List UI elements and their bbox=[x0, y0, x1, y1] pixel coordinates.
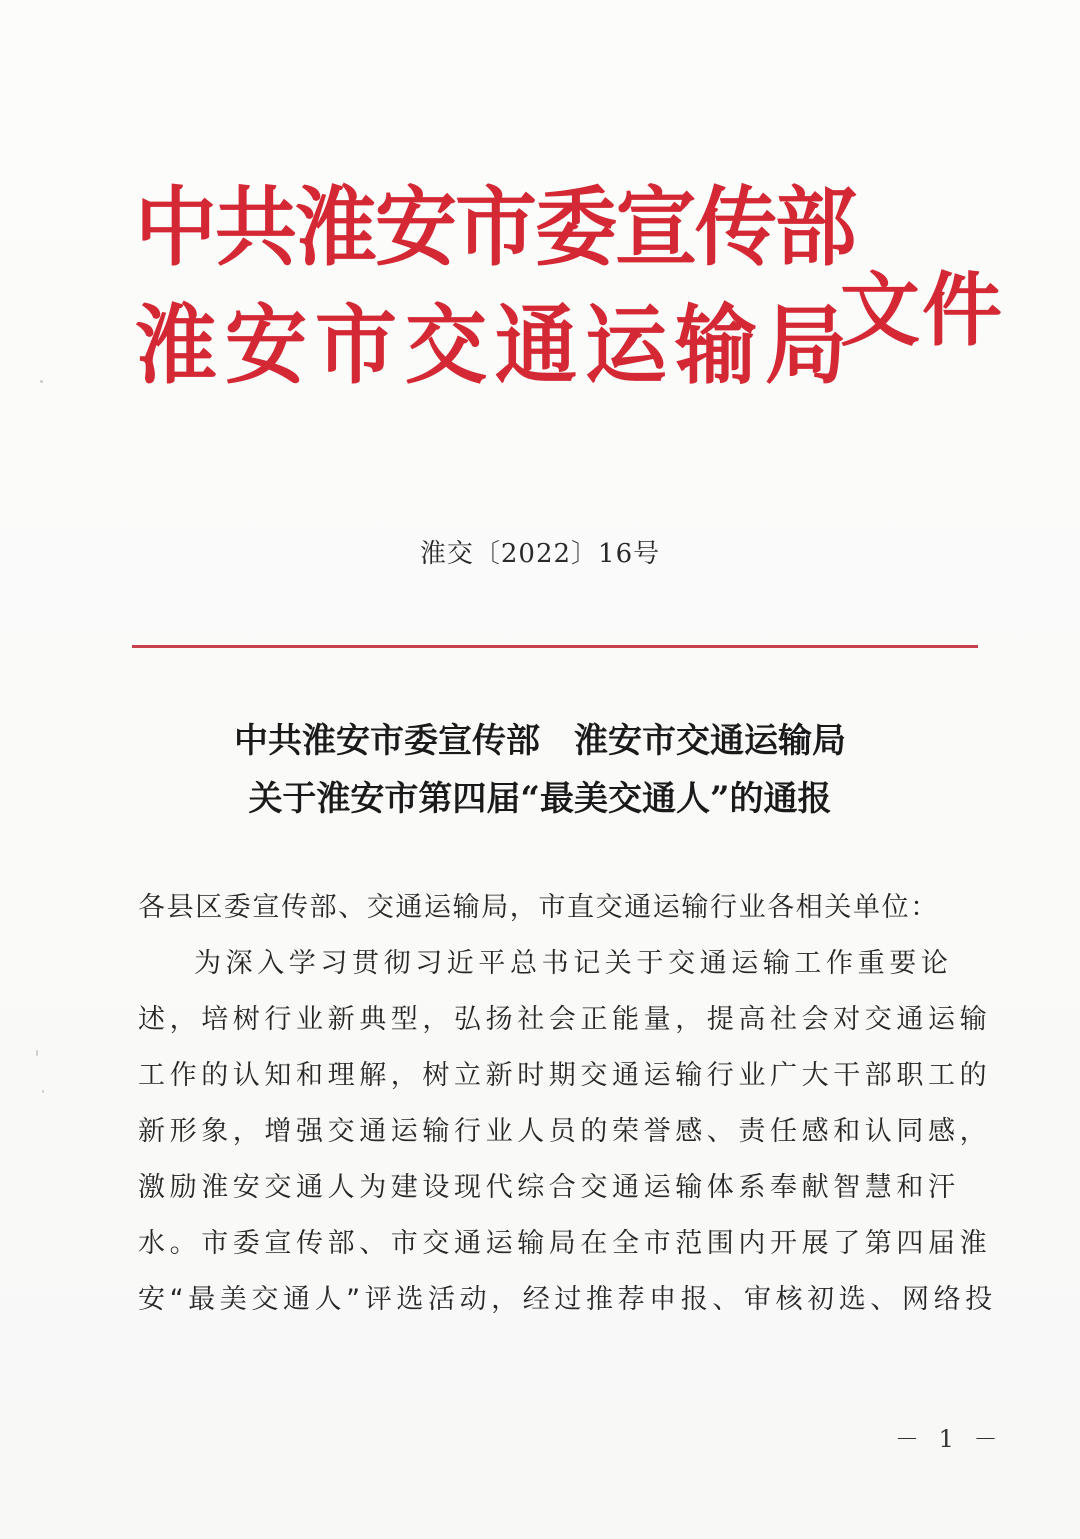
body-line: 为深入学习贯彻习近平总书记关于交通运输工作重要论 bbox=[194, 948, 953, 979]
masthead-suffix: 文件 bbox=[840, 264, 1004, 357]
body-line: 工作的认知和理解，树立新时期交通运输行业广大干部职工的 bbox=[138, 1060, 992, 1091]
title-line-2: 关于淮安市第四届“最美交通人”的通报 bbox=[248, 779, 832, 819]
body-line: 新形象，增强交通运输行业人员的荣誉感、责任感和认同感， bbox=[138, 1116, 992, 1147]
masthead-issuer-1: 中共淮安市委宣传部 bbox=[135, 178, 856, 278]
body-line: 激励淮安交通人为建设现代综合交通运输体系奉献智慧和汗 bbox=[138, 1172, 960, 1203]
body-line: 安“最美交通人”评选活动，经过推荐申报、审核初选、网络投 bbox=[138, 1284, 997, 1315]
page-number: － 1 － bbox=[895, 1425, 1004, 1453]
scan-speck bbox=[42, 1090, 44, 1093]
document-number: 淮交〔2022〕16号 bbox=[419, 539, 661, 569]
title-line-1: 中共淮安市委宣传部 淮安市交通运输局 bbox=[234, 721, 846, 761]
scan-speck bbox=[36, 1050, 38, 1056]
document-body bbox=[138, 880, 997, 1328]
body-line: 述，培树行业新典型，弘扬社会正能量，提高社会对交通运输 bbox=[138, 1004, 992, 1035]
scan-speck bbox=[40, 380, 43, 383]
red-masthead bbox=[135, 178, 1015, 428]
red-divider-rule bbox=[132, 645, 978, 648]
salutation: 各县区委宣传部、交通运输局，市直交通运输行业各相关单位： bbox=[138, 892, 939, 923]
masthead-issuer-2: 淮安市交通运输局 bbox=[135, 296, 856, 396]
document-title bbox=[0, 712, 1080, 828]
body-line: 水。市委宣传部、市交通运输局在全市范围内开展了第四届淮 bbox=[138, 1228, 992, 1259]
